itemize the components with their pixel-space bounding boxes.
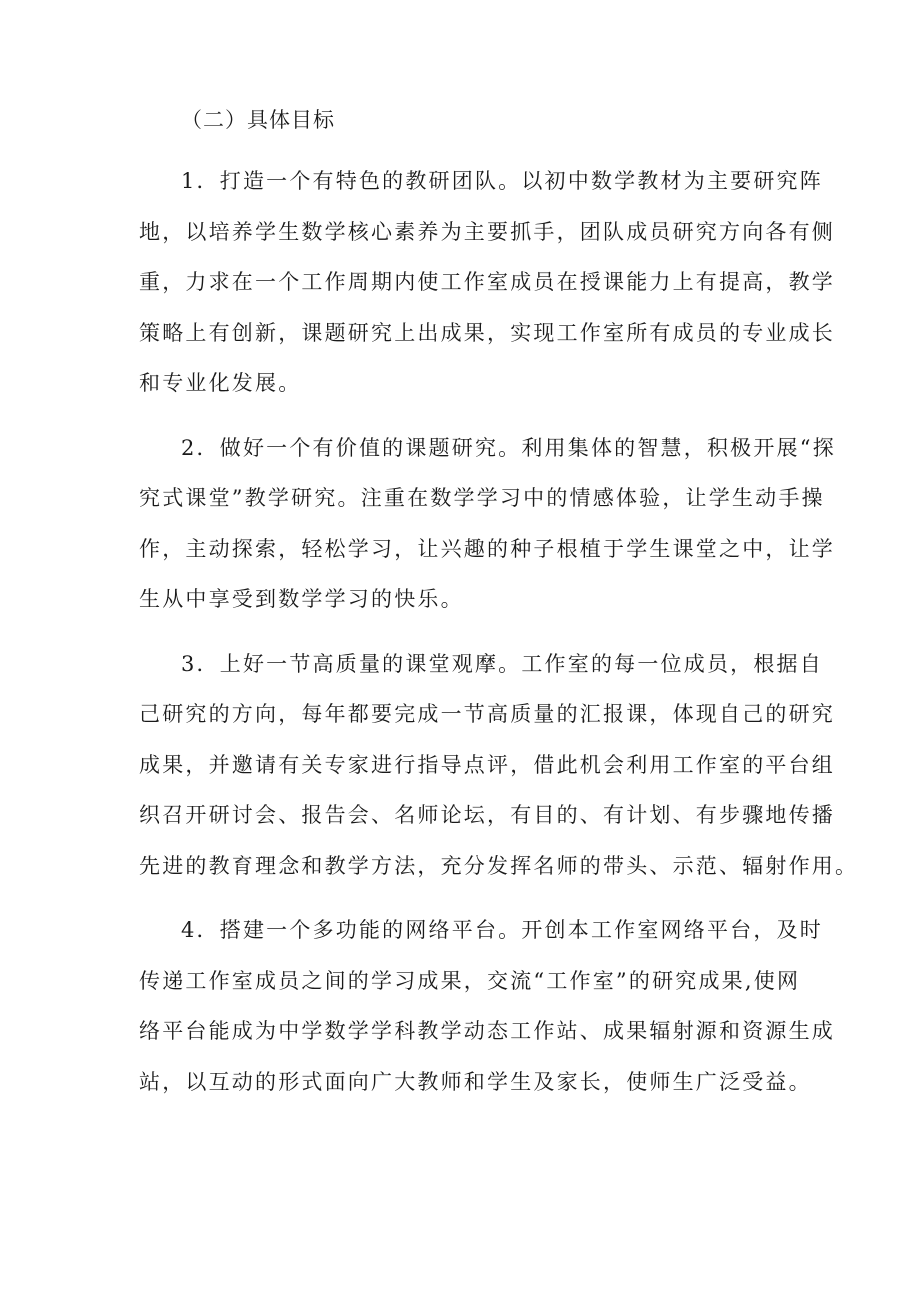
paragraph-goal-3 — [139, 639, 859, 892]
document-body — [139, 98, 859, 1121]
paragraph-line: 策略上有创新，课题研究上出成果，实现工作室所有成员的专业成长 — [139, 320, 835, 345]
paragraph-goal-2 — [139, 423, 836, 625]
paragraph-line: 2．做好一个有价值的课题研究。利用集体的智慧，积极开展“探 — [181, 435, 836, 460]
paragraph-line: 和专业化发展。 — [139, 371, 302, 395]
paragraph-goal-1 — [139, 156, 835, 409]
paragraph-line: 络平台能成为中学数学学科教学动态工作站、成果辐射源和资源生成 — [139, 1019, 835, 1043]
paragraph-line: 成果，并邀请有关专家进行指导点评，借此机会利用工作室的平台组 — [139, 752, 835, 777]
paragraph-line: 生从中享受到数学学习的快乐。 — [139, 587, 464, 611]
paragraph-line: 站，以互动的形式面向广大教师和学生及家长，使师生广泛受益。 — [139, 1069, 812, 1094]
paragraph-line: 先进的教育理念和教学方法，充分发挥名师的带头、示范、辐射作用。 — [139, 853, 859, 878]
paragraph-line: 传递工作室成员之间的学习成果，交流“工作室”的研究成果,使网 — [139, 968, 801, 993]
paragraph-line: 究式课堂”教学研究。注重在数学学习中的情感体验，让学生动手操 — [139, 486, 825, 510]
section-heading: （二）具体目标 — [181, 108, 335, 132]
paragraph-line: 地，以培养学生数学核心素养为主要抓手，团队成员研究方向各有侧 — [139, 219, 835, 244]
paragraph-line: 3．上好一节高质量的课堂观摩。工作室的每一位成员，根据自 — [181, 651, 823, 676]
paragraph-line: 4．搭建一个多功能的网络平台。开创本工作室网络平台，及时 — [181, 918, 823, 942]
paragraph-line: 己研究的方向，每年都要完成一节高质量的汇报课，体现自己的研究 — [139, 702, 835, 726]
paragraph-line: 1．打造一个有特色的教研团队。以初中数学教材为主要研究阵 — [181, 169, 823, 193]
paragraph-goal-4 — [139, 905, 835, 1107]
paragraph-line: 织召开研讨会、报告会、名师论坛，有目的、有计划、有步骤地传播 — [139, 803, 835, 827]
paragraph-line: 作，主动探索，轻松学习，让兴趣的种子根植于学生课堂之中，让学 — [139, 536, 835, 561]
paragraph-line: 重，力求在一个工作周期内使工作室成员在授课能力上有提高，教学 — [139, 270, 835, 294]
